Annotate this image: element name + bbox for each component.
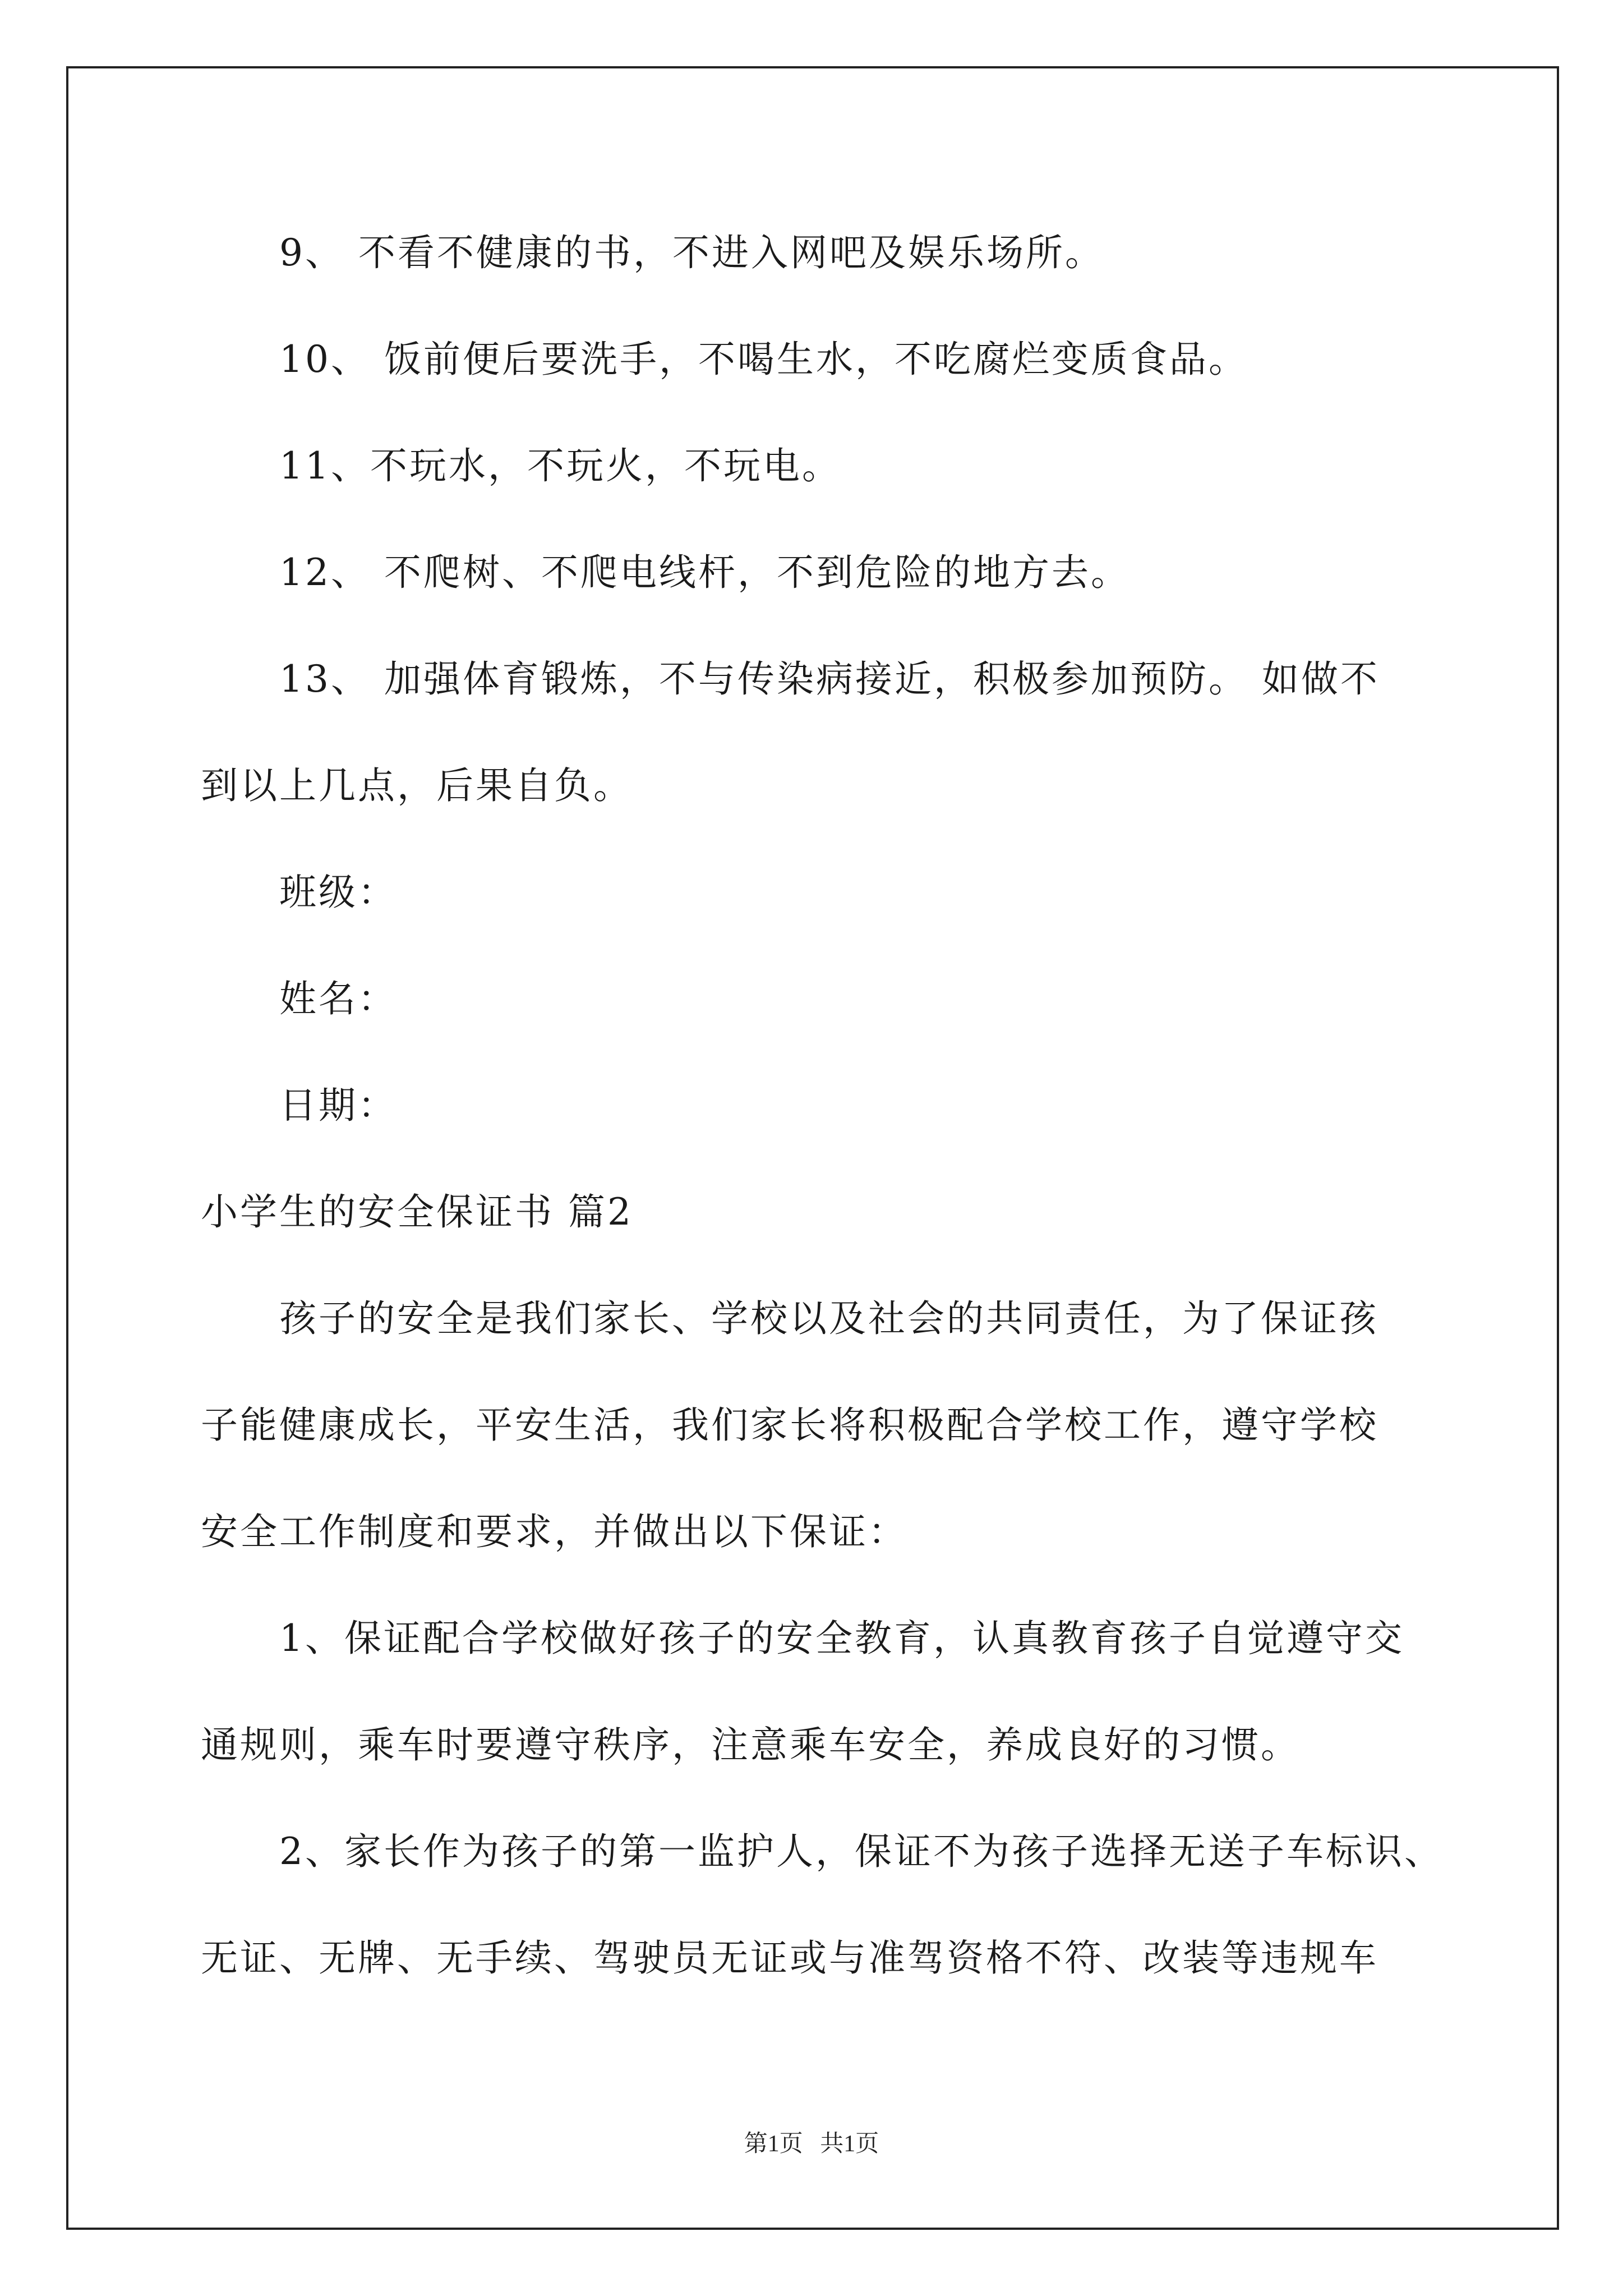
page-border bbox=[66, 66, 1559, 2230]
text-line: 2、家长作为孩子的第一监护人，保证不为孩子选择无送子车标识、 bbox=[279, 1830, 1444, 1873]
text-line: 通规则，乘车时要遵守秩序，注意乘车安全，养成良好的习惯。 bbox=[201, 1723, 1300, 1766]
form-label-name: 姓名： bbox=[279, 977, 397, 1020]
section-heading: 小学生的安全保证书 篇2 bbox=[201, 1190, 633, 1234]
text-line: 无证、无牌、无手续、驾驶员无证或与准驾资格不符、改装等违规车 bbox=[201, 1936, 1378, 1980]
form-label-class: 班级： bbox=[279, 871, 397, 914]
text-line: 到以上几点，后果自负。 bbox=[201, 764, 633, 807]
page-number: 第1页 bbox=[744, 2131, 803, 2157]
text-line: 13、 加强体育锻炼，不与传染病接近，积极参加预防。 如做不 bbox=[279, 657, 1380, 701]
text-line: 12、 不爬树、不爬电线杆，不到危险的地方去。 bbox=[279, 551, 1130, 594]
text-line: 9、 不看不健康的书，不进入网吧及娱乐场所。 bbox=[279, 231, 1104, 274]
text-line: 11、不玩水，不玩火，不玩电。 bbox=[279, 444, 841, 487]
form-label-date: 日期： bbox=[279, 1084, 397, 1127]
text-line: 孩子的安全是我们家长、学校以及社会的共同责任，为了保证孩 bbox=[279, 1297, 1378, 1340]
text-line: 子能健康成长，平安生活，我们家长将积极配合学校工作，遵守学校 bbox=[201, 1404, 1378, 1447]
page-footer bbox=[0, 2125, 1623, 2159]
text-line: 10、 饭前便后要洗手，不喝生水，不吃腐烂变质食品。 bbox=[279, 338, 1248, 381]
text-line: 安全工作制度和要求，并做出以下保证： bbox=[201, 1510, 907, 1553]
page-total: 共1页 bbox=[820, 2131, 879, 2157]
text-line: 1、保证配合学校做好孩子的安全教育，认真教育孩子自觉遵守交 bbox=[279, 1617, 1404, 1660]
